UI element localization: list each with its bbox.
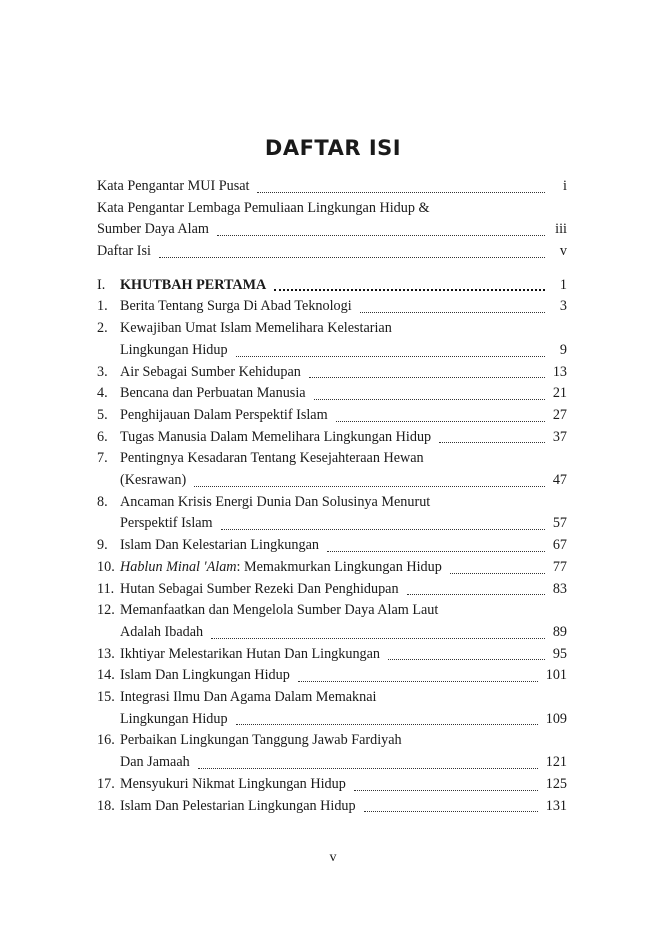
toc-entry	[97, 448, 567, 470]
toc-title: Lingkungan Hidup	[120, 710, 228, 727]
dot-leader	[257, 191, 545, 193]
toc-title: Kata Pengantar Lembaga Pemuliaan Lingkungan Hidup &	[97, 199, 430, 216]
toc-entry-continued	[97, 470, 567, 492]
toc-entry-continued	[97, 514, 567, 536]
dot-leader	[407, 593, 545, 595]
toc-page-number: 37	[552, 428, 567, 445]
toc-page-number: 109	[545, 710, 567, 727]
toc-title-rest: : Memakmurkan Lingkungan Hidup	[236, 558, 442, 575]
page-number: v	[329, 850, 337, 865]
toc-title: Penghijauan Dalam Perspektif Islam	[120, 406, 328, 423]
toc-number: 13.	[97, 645, 115, 662]
toc-title	[120, 557, 442, 579]
toc-entry	[97, 796, 567, 818]
toc-entry	[97, 774, 567, 796]
toc-title: Integrasi Ilmu Dan Agama Dalam Memaknai	[120, 689, 377, 706]
toc-title: Pentingnya Kesadaran Tentang Kesejahteraan Hewan	[120, 450, 424, 467]
toc-entry	[97, 687, 567, 709]
toc-entry-continued	[97, 622, 567, 644]
toc-title: Daftar Isi	[97, 243, 151, 260]
toc-number: 1.	[97, 298, 108, 315]
dot-leader	[217, 234, 545, 236]
toc-page-number: 95	[552, 645, 567, 662]
toc-title: Kewajiban Umat Islam Memelihara Kelestarian	[120, 320, 392, 337]
toc-page-number: 47	[552, 472, 567, 489]
dot-leader	[336, 420, 545, 422]
dot-leader	[450, 572, 545, 574]
toc-title: (Kesrawan)	[120, 472, 187, 489]
toc-title: Ikhtiyar Melestarikan Hutan Dan Lingkungan	[120, 645, 381, 662]
toc-title-italic: Hablun Minal 'Alam	[120, 558, 237, 575]
toc-title: Perbaikan Lingkungan Tanggung Jawab Fardiyah	[120, 732, 402, 749]
toc-number: 6.	[97, 428, 108, 445]
toc-entry-continued	[97, 340, 567, 362]
toc-number: 5.	[97, 406, 108, 423]
toc-number: 10.	[97, 558, 115, 575]
toc-page-number: 101	[545, 667, 567, 684]
toc-entry	[97, 318, 567, 340]
toc-page-number: 131	[545, 797, 567, 814]
toc-entry	[97, 600, 567, 622]
dot-leader	[236, 355, 545, 357]
toc-title: Berita Tentang Surga Di Abad Teknologi	[120, 298, 352, 315]
dot-leader	[360, 311, 545, 313]
toc-number: 2.	[97, 320, 108, 337]
toc-entry	[97, 362, 567, 384]
toc-number: 7.	[97, 450, 108, 467]
dot-leader	[364, 810, 538, 812]
dot-leader	[354, 789, 538, 791]
toc-page-number: v	[559, 243, 567, 260]
toc-page-number: 125	[545, 775, 567, 792]
toc-number: 8.	[97, 493, 108, 510]
dot-leader	[388, 658, 545, 660]
dot-leader	[198, 767, 538, 769]
dot-leader	[194, 485, 545, 487]
toc-page-number: 77	[552, 558, 567, 575]
toc-page-number: 3	[559, 298, 567, 315]
toc-title: Mensyukuri Nikmat Lingkungan Hidup	[120, 775, 346, 792]
toc-number: 3.	[97, 363, 108, 380]
dot-leader	[274, 288, 545, 291]
toc-number: 17.	[97, 775, 115, 792]
toc-title: KHUTBAH PERTAMA	[120, 276, 267, 293]
toc-title: Adalah Ibadah	[120, 623, 204, 640]
toc-number: 4.	[97, 385, 108, 402]
toc-line	[97, 219, 567, 241]
toc-title: Islam Dan Lingkungan Hidup	[120, 667, 290, 684]
dot-leader	[159, 256, 545, 258]
toc-title: Ancaman Krisis Energi Dunia Dan Solusinya Menurut	[120, 493, 431, 510]
dot-leader	[298, 680, 538, 682]
toc-title: Islam Dan Pelestarian Lingkungan Hidup	[120, 797, 356, 814]
toc-section	[97, 275, 567, 297]
toc-page-number: 57	[552, 515, 567, 532]
toc-page-number: 121	[545, 754, 567, 771]
toc-line	[97, 176, 567, 198]
toc-page-number: 9	[559, 341, 567, 358]
toc-entry	[97, 492, 567, 514]
toc-number: 18.	[97, 797, 115, 814]
toc-entry	[97, 731, 567, 753]
toc-title: Islam Dan Kelestarian Lingkungan	[120, 537, 319, 554]
toc-page-number: 13	[552, 363, 567, 380]
toc-entry-continued	[97, 752, 567, 774]
toc-number: 12.	[97, 602, 115, 619]
toc-line	[97, 198, 567, 220]
toc-entry	[97, 427, 567, 449]
dot-leader	[309, 376, 545, 378]
toc-number: 11.	[97, 580, 115, 597]
toc-entry	[97, 297, 567, 319]
toc-title: Dan Jamaah	[120, 754, 190, 771]
toc-page-number: 21	[552, 385, 567, 402]
toc-entry	[97, 383, 567, 405]
toc-page-number: 83	[552, 580, 567, 597]
dot-leader	[314, 398, 545, 400]
toc-title: Hutan Sebagai Sumber Rezeki Dan Penghidupan	[120, 580, 399, 597]
dot-leader	[327, 550, 545, 552]
toc-title: Air Sebagai Sumber Kehidupan	[120, 363, 301, 380]
toc-entry	[97, 665, 567, 687]
toc-title: Memanfaatkan dan Mengelola Sumber Daya Alam Laut	[120, 602, 439, 619]
toc-line	[97, 241, 567, 263]
toc-entry	[97, 644, 567, 666]
toc-entry	[97, 579, 567, 601]
dot-leader	[221, 528, 545, 530]
toc-page-number: 1	[559, 276, 567, 293]
dot-leader	[439, 441, 545, 443]
toc-page-number: i	[563, 177, 567, 194]
toc-title: Kata Pengantar MUI Pusat	[97, 177, 250, 194]
toc-entry	[97, 535, 567, 557]
toc-page-number: 67	[552, 537, 567, 554]
dot-leader	[211, 637, 545, 639]
toc-entry-continued	[97, 709, 567, 731]
toc-page-number: iii	[555, 221, 567, 238]
toc-number: 9.	[97, 537, 108, 554]
dot-leader	[236, 723, 538, 725]
toc-number: 15.	[97, 689, 115, 706]
toc-title: Tugas Manusia Dalam Memelihara Lingkungan Hidup	[120, 428, 432, 445]
toc-title: Sumber Daya Alam	[97, 221, 209, 238]
toc-number: 14.	[97, 667, 115, 684]
toc-number: I.	[97, 276, 106, 293]
toc-page-number: 27	[552, 406, 567, 423]
toc-title: Lingkungan Hidup	[120, 341, 228, 358]
toc-title: Bencana dan Perbuatan Manusia	[120, 385, 306, 402]
page-title: DAFTAR ISI	[264, 136, 402, 160]
toc-title: Perspektif Islam	[120, 515, 213, 532]
toc-page-number: 89	[552, 623, 567, 640]
toc-number: 16.	[97, 732, 115, 749]
toc-entry	[97, 557, 567, 579]
toc-entry	[97, 405, 567, 427]
